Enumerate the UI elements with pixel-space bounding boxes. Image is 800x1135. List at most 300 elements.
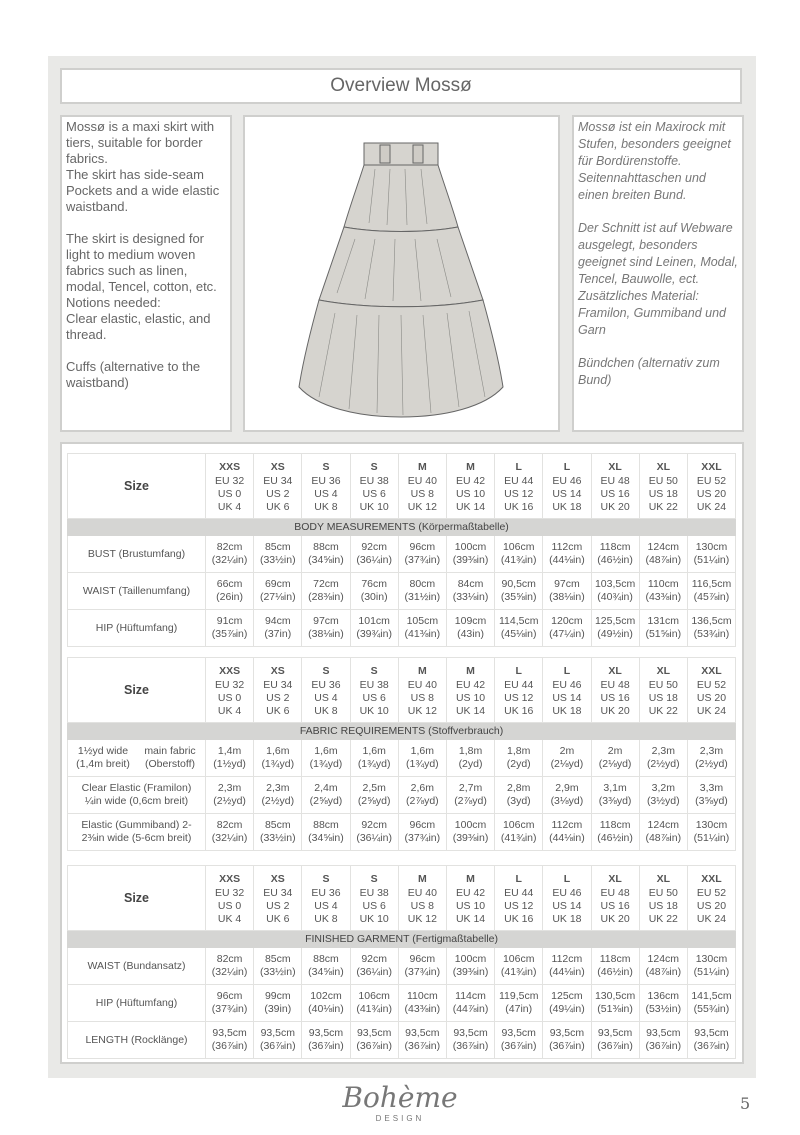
imperial-value: (3½yd)	[646, 795, 680, 807]
size-us: US 16	[600, 899, 630, 912]
measurement-cell	[446, 777, 494, 814]
size-code: XL	[608, 664, 622, 677]
metric-value: 105cm	[406, 615, 439, 627]
metric-value: 93,5cm	[212, 1027, 247, 1039]
measurement-cell	[639, 985, 687, 1022]
size-eu: EU 52	[696, 678, 727, 691]
brand-sub: DESIGN	[375, 1114, 425, 1123]
measurement-cell	[350, 777, 398, 814]
measurement-cell	[543, 573, 591, 610]
measurement-cell	[302, 948, 350, 985]
measurement-cell	[446, 610, 494, 647]
size-us: US 0	[217, 899, 242, 912]
metric-value: 112cm	[551, 953, 583, 965]
measurement-cell	[254, 536, 302, 573]
imperial-value: (32¼in)	[211, 832, 248, 844]
metric-value: 119,5cm	[498, 990, 539, 1002]
size-eu: EU 46	[552, 474, 582, 487]
size-code: S	[370, 872, 378, 885]
table-row	[68, 985, 736, 1022]
size-header-cell	[446, 454, 494, 519]
size-us: US 12	[504, 487, 534, 500]
imperial-value: (47¼in)	[549, 628, 585, 640]
size-eu: EU 36	[311, 678, 341, 691]
metric-value: 106cm	[502, 541, 535, 553]
size-eu: EU 50	[648, 886, 678, 899]
size-code: S	[370, 460, 378, 473]
size-uk: UK 8	[314, 704, 338, 717]
imperial-value: (2⅛yd)	[598, 758, 632, 770]
imperial-value: (26in)	[216, 591, 244, 603]
size-header-cell	[254, 866, 302, 931]
metric-value: 100cm	[454, 819, 487, 831]
imperial-value: (32¼in)	[211, 554, 248, 566]
measurement-cell	[591, 777, 639, 814]
size-us: US 4	[314, 899, 338, 912]
imperial-value: (2½yd)	[213, 795, 246, 807]
metric-value: 114cm	[455, 990, 486, 1002]
size-eu: EU 36	[311, 474, 341, 487]
paragraph-gap	[66, 215, 226, 231]
size-eu: EU 42	[455, 886, 486, 899]
brand-name: Bohème	[342, 1081, 458, 1114]
measurement-cell	[639, 740, 687, 777]
size-header-cell	[302, 454, 350, 519]
size-header-cell	[687, 454, 735, 519]
table-row	[68, 610, 736, 647]
metric-value: 93,5cm	[405, 1027, 440, 1039]
imperial-value: (44⅞in)	[452, 1003, 489, 1015]
size-code: M	[466, 872, 475, 885]
row-label-text: WAIST (Taillenumfang)	[82, 584, 191, 597]
size-header-cell	[254, 658, 302, 723]
imperial-value: (44⅛in)	[549, 554, 585, 566]
metric-value: 100cm	[454, 541, 487, 553]
size-eu: EU 38	[359, 678, 389, 691]
measurement-cell	[206, 814, 254, 851]
imperial-value: (2yd)	[458, 758, 483, 770]
metric-value: 2,3m	[217, 782, 242, 794]
metric-value: 130cm	[695, 953, 728, 965]
measurement-cell	[687, 814, 735, 851]
size-code: XXL	[701, 872, 722, 885]
measurement-cell	[350, 948, 398, 985]
row-label-text: HIP (Hüftumfang)	[95, 621, 178, 634]
metric-value: 130cm	[695, 541, 728, 553]
size-eu: EU 38	[359, 474, 389, 487]
size-us: US 18	[648, 691, 678, 704]
metric-value: 85cm	[264, 541, 291, 553]
imperial-value: (33⅛in)	[452, 591, 489, 603]
size-us: US 6	[362, 899, 386, 912]
size-code: L	[515, 460, 522, 473]
imperial-value: (51¼in)	[693, 966, 730, 978]
measurement-cell	[398, 985, 446, 1022]
size-us: US 8	[410, 899, 435, 912]
size-code: XL	[608, 460, 622, 473]
size-us: US 4	[314, 487, 338, 500]
measurement-cell	[350, 610, 398, 647]
metric-value: 125,5cm	[594, 615, 636, 627]
measurement-cell	[543, 777, 591, 814]
size-us: US 6	[362, 691, 386, 704]
size-code: XL	[656, 664, 670, 677]
imperial-value: (51¼in)	[693, 832, 730, 844]
metric-value: 136,5cm	[691, 615, 732, 627]
size-uk: UK 24	[696, 500, 727, 513]
imperial-value: (53½in)	[645, 1003, 682, 1015]
paragraph-gap	[578, 339, 738, 355]
metric-value: 131cm	[647, 615, 680, 627]
measurement-cell	[495, 777, 543, 814]
intro_en-paragraph: The skirt has side-seam Pockets and a wide elastic waistband.	[66, 167, 220, 214]
measurement-cell	[495, 985, 543, 1022]
measurement-cell	[687, 573, 735, 610]
row-label	[68, 948, 206, 985]
size-us: US 10	[455, 899, 486, 912]
size-uk: UK 22	[648, 704, 678, 717]
measurement-cell	[446, 1022, 494, 1059]
size-code: S	[322, 460, 330, 473]
measurement-cell	[591, 610, 639, 647]
metric-value: 3,3m	[699, 782, 724, 794]
measurement-cell	[687, 610, 735, 647]
size-uk: UK 10	[359, 912, 389, 925]
imperial-value: (31½in)	[404, 591, 441, 603]
size-header-cell	[543, 658, 591, 723]
row-label	[68, 985, 206, 1022]
table-row	[68, 573, 736, 610]
skirt-illustration	[243, 115, 560, 432]
size-eu: EU 42	[455, 678, 486, 691]
measurement-cell	[687, 536, 735, 573]
imperial-value: (48⅞in)	[645, 832, 682, 844]
row-label	[68, 740, 206, 777]
metric-value: 88cm	[313, 819, 339, 831]
metric-value: 124cm	[647, 819, 680, 831]
measurement-cell	[398, 573, 446, 610]
size-code: XXS	[219, 664, 241, 677]
metric-value: 124cm	[647, 541, 680, 553]
size-us: US 16	[600, 487, 630, 500]
measurement-cell	[254, 777, 302, 814]
measurement-cell	[495, 573, 543, 610]
size-header-cell	[591, 866, 639, 931]
imperial-value: (36⅞in)	[693, 1040, 730, 1052]
size-code: L	[515, 872, 522, 885]
metric-value: 82cm	[216, 953, 243, 965]
size-us: US 2	[266, 487, 290, 500]
size-uk: UK 18	[552, 500, 582, 513]
brand-logo	[330, 1082, 470, 1124]
size-header-cell	[495, 454, 543, 519]
measurement-cell	[398, 610, 446, 647]
measurement-cell	[398, 740, 446, 777]
imperial-value: (36⅞in)	[404, 1040, 441, 1052]
size-uk: UK 12	[407, 912, 437, 925]
size-header-cell	[302, 866, 350, 931]
size-uk: UK 24	[696, 912, 727, 925]
imperial-value: (2½yd)	[646, 758, 680, 770]
size-uk: UK 16	[504, 704, 534, 717]
size-header-cell	[254, 454, 302, 519]
metric-value: 118cm	[599, 541, 631, 553]
measurement-cell	[543, 948, 591, 985]
size-uk: UK 24	[696, 704, 727, 717]
metric-value: 114,5cm	[498, 615, 539, 627]
row-label-text: LENGTH (Rocklänge)	[85, 1033, 188, 1046]
imperial-value: (39¾in)	[356, 628, 392, 640]
imperial-value: (36⅞in)	[211, 1040, 248, 1052]
paragraph-gap	[578, 204, 738, 220]
size-code: L	[515, 664, 522, 677]
metric-value: 2,3m	[266, 782, 290, 794]
size-eu: EU 38	[359, 886, 389, 899]
imperial-value: (32¼in)	[211, 966, 248, 978]
metric-value: 1,6m	[362, 745, 386, 757]
imperial-value: (1¾yd)	[309, 758, 343, 770]
size-header-cell	[639, 866, 687, 931]
metric-value: 92cm	[361, 819, 387, 831]
imperial-value: (2⅝yd)	[357, 795, 391, 807]
size-eu: EU 32	[215, 474, 245, 487]
table-row	[68, 777, 736, 814]
intro-german	[572, 115, 744, 432]
metric-value: 76cm	[361, 578, 387, 590]
section-heading: FINISHED GARMENT (Fertigmaßtabelle)	[68, 931, 736, 948]
imperial-value: (43in)	[457, 628, 484, 640]
metric-value: 99cm	[264, 990, 291, 1002]
measurement-cell	[398, 536, 446, 573]
size-uk: UK 18	[552, 704, 582, 717]
metric-value: 1,8m	[458, 745, 483, 757]
table-row	[68, 740, 736, 777]
size-header-cell	[398, 658, 446, 723]
intro_en-paragraph: Clear elastic, elastic, and thread.	[66, 311, 211, 342]
row-label-main: 1½yd wide (1,4m breit)	[76, 745, 130, 770]
metric-value: 103,5cm	[594, 578, 636, 590]
imperial-value: (3yd)	[506, 795, 531, 807]
measurement-cell	[302, 777, 350, 814]
imperial-value: (2½yd)	[261, 795, 295, 807]
metric-value: 1,6m	[266, 745, 290, 757]
size-header-cell	[350, 866, 398, 931]
measurement-cell	[302, 814, 350, 851]
intro_en-paragraph: Mossø is a maxi skirt with tiers, suitable for border fabrics.	[66, 119, 215, 166]
measurement-cell	[591, 985, 639, 1022]
size-header-cell	[302, 658, 350, 723]
measurement-cell	[254, 985, 302, 1022]
size-eu: EU 48	[600, 474, 630, 487]
imperial-value: (34⅝in)	[308, 966, 344, 978]
size-header-cell	[687, 658, 735, 723]
size-uk: UK 4	[217, 912, 242, 925]
measurement-cell	[302, 536, 350, 573]
imperial-value: (43⅜in)	[404, 1003, 441, 1015]
size-code: XS	[270, 664, 285, 677]
size-code: M	[466, 460, 475, 473]
metric-value: 97cm	[313, 615, 339, 627]
paragraph-gap	[66, 343, 226, 359]
metric-value: 101cm	[358, 615, 390, 627]
imperial-value: (36⅞in)	[645, 1040, 682, 1052]
size-uk: UK 20	[600, 704, 630, 717]
imperial-value: (3⅝yd)	[695, 795, 728, 807]
metric-value: 2,3m	[651, 745, 675, 757]
measurement-cell	[639, 573, 687, 610]
size-code: XL	[656, 460, 670, 473]
row-label-text: BUST (Brustumfang)	[87, 547, 186, 560]
metric-value: 96cm	[409, 953, 436, 965]
size-code: XL	[608, 872, 622, 885]
metric-value: 82cm	[216, 541, 243, 553]
metric-value: 106cm	[502, 953, 535, 965]
imperial-value: (1¾yd)	[261, 758, 295, 770]
measurement-cell	[302, 573, 350, 610]
imperial-value: (49½in)	[597, 628, 633, 640]
metric-value: 80cm	[409, 578, 436, 590]
imperial-value: (38⅛in)	[549, 591, 585, 603]
metric-value: 93,5cm	[453, 1027, 488, 1039]
size-us: US 8	[410, 691, 435, 704]
row-label-text: Clear Elastic (Framilon) ¼in wide (0,6cm breit)	[81, 782, 192, 807]
size-uk: UK 10	[359, 500, 389, 513]
imperial-value: (40⅛in)	[308, 1003, 344, 1015]
row-label	[68, 536, 206, 573]
metric-value: 1,6m	[410, 745, 435, 757]
imperial-value: (51⅜in)	[597, 1003, 633, 1015]
measurement-cell	[254, 610, 302, 647]
metric-value: 125cm	[551, 990, 583, 1002]
size-uk: UK 4	[217, 500, 242, 513]
measurement-cell	[446, 573, 494, 610]
measurement-cell	[206, 536, 254, 573]
size-header-cell	[206, 454, 254, 519]
imperial-value: (41¾in)	[356, 1003, 392, 1015]
size-us: US 2	[266, 899, 290, 912]
measurement-cell	[302, 1022, 350, 1059]
metric-value: 85cm	[264, 953, 291, 965]
size-us: US 0	[217, 691, 242, 704]
measurement-cell	[446, 740, 494, 777]
measurement-cell	[639, 536, 687, 573]
measurement-cell	[495, 948, 543, 985]
intro_de-paragraph: Bündchen (alternativ zum Bund)	[578, 356, 720, 387]
metric-value: 2,8m	[507, 782, 531, 794]
measurement-cell	[302, 610, 350, 647]
metric-value: 96cm	[409, 541, 436, 553]
imperial-value: (35⅝in)	[500, 591, 537, 603]
size-us: US 20	[696, 899, 727, 912]
size-uk: UK 22	[648, 500, 678, 513]
measurement-cell	[398, 948, 446, 985]
imperial-value: (36⅞in)	[452, 1040, 489, 1052]
size-code: L	[563, 460, 571, 473]
size-header-cell	[398, 866, 446, 931]
metric-value: 96cm	[409, 819, 436, 831]
measurement-cell	[543, 610, 591, 647]
measurement-cell	[639, 777, 687, 814]
size-us: US 10	[455, 487, 486, 500]
size-eu: EU 32	[215, 678, 245, 691]
metric-value: 2,3m	[699, 745, 724, 757]
size-eu: EU 52	[696, 474, 727, 487]
measurement-cell	[206, 777, 254, 814]
measurement-cell	[543, 536, 591, 573]
metric-value: 93,5cm	[501, 1027, 536, 1039]
measurement-cell	[543, 1022, 591, 1059]
page-title	[60, 68, 742, 104]
size-code: M	[417, 664, 427, 677]
row-label-text: HIP (Hüftumfang)	[95, 996, 178, 1009]
measurement-cell	[206, 610, 254, 647]
page-number: 5	[740, 1094, 751, 1113]
metric-value: 93,5cm	[549, 1027, 585, 1039]
size-us: US 20	[696, 691, 727, 704]
size-uk: UK 10	[359, 704, 389, 717]
size-header-cell	[639, 658, 687, 723]
size-us: US 4	[314, 691, 338, 704]
imperial-value: (43⅜in)	[645, 591, 682, 603]
metric-value: 92cm	[361, 541, 387, 553]
measurement-cell	[398, 777, 446, 814]
size-header-cell	[543, 866, 591, 931]
imperial-value: (3⅛yd)	[550, 795, 584, 807]
size-code: XS	[270, 460, 285, 473]
size-code: M	[466, 664, 475, 677]
metric-value: 90,5cm	[501, 578, 536, 590]
size-code: L	[563, 664, 571, 677]
imperial-value: (49¼in)	[549, 1003, 585, 1015]
imperial-value: (36¼in)	[356, 832, 392, 844]
measurement-cell	[350, 1022, 398, 1059]
measurement-cell	[543, 740, 591, 777]
imperial-value: (41¾in)	[500, 832, 537, 844]
imperial-value: (41¾in)	[500, 554, 537, 566]
row-label	[68, 777, 206, 814]
size-us: US 14	[552, 691, 582, 704]
measurement-cell	[591, 573, 639, 610]
size-code: L	[563, 872, 571, 885]
size-code: S	[370, 664, 378, 677]
size-header-cell	[543, 454, 591, 519]
imperial-value: (37¾in)	[404, 966, 441, 978]
size-uk: UK 6	[266, 704, 290, 717]
table-row	[68, 948, 736, 985]
intro_de-paragraph: Der Schnitt ist auf Webware ausgelegt, besonders geeignet sind Leinen, Modal, Tencel, Bauwolle, ect.	[578, 221, 738, 286]
measurement-cell	[254, 573, 302, 610]
metric-value: 106cm	[358, 990, 390, 1002]
imperial-value: (27⅛in)	[259, 591, 296, 603]
imperial-value: (51¼in)	[693, 554, 730, 566]
size-uk: UK 22	[648, 912, 678, 925]
size-uk: UK 4	[217, 704, 242, 717]
metric-value: 112cm	[551, 819, 583, 831]
intro_de-paragraph: Mossø ist ein Maxirock mit Stufen, besonders geeignet für Bordürenstoffe.	[578, 120, 731, 168]
imperial-value: (33½in)	[259, 966, 296, 978]
metric-value: 85cm	[264, 819, 291, 831]
imperial-value: (36⅞in)	[259, 1040, 296, 1052]
metric-value: 93,5cm	[260, 1027, 295, 1039]
imperial-value: (3⅜yd)	[598, 795, 632, 807]
imperial-value: (36⅞in)	[356, 1040, 392, 1052]
size-table	[67, 453, 736, 647]
imperial-value: (44⅛in)	[549, 966, 585, 978]
size-header-cell	[639, 454, 687, 519]
size-eu: EU 40	[407, 886, 437, 899]
size-label: Size	[68, 866, 206, 931]
size-uk: UK 12	[407, 704, 437, 717]
